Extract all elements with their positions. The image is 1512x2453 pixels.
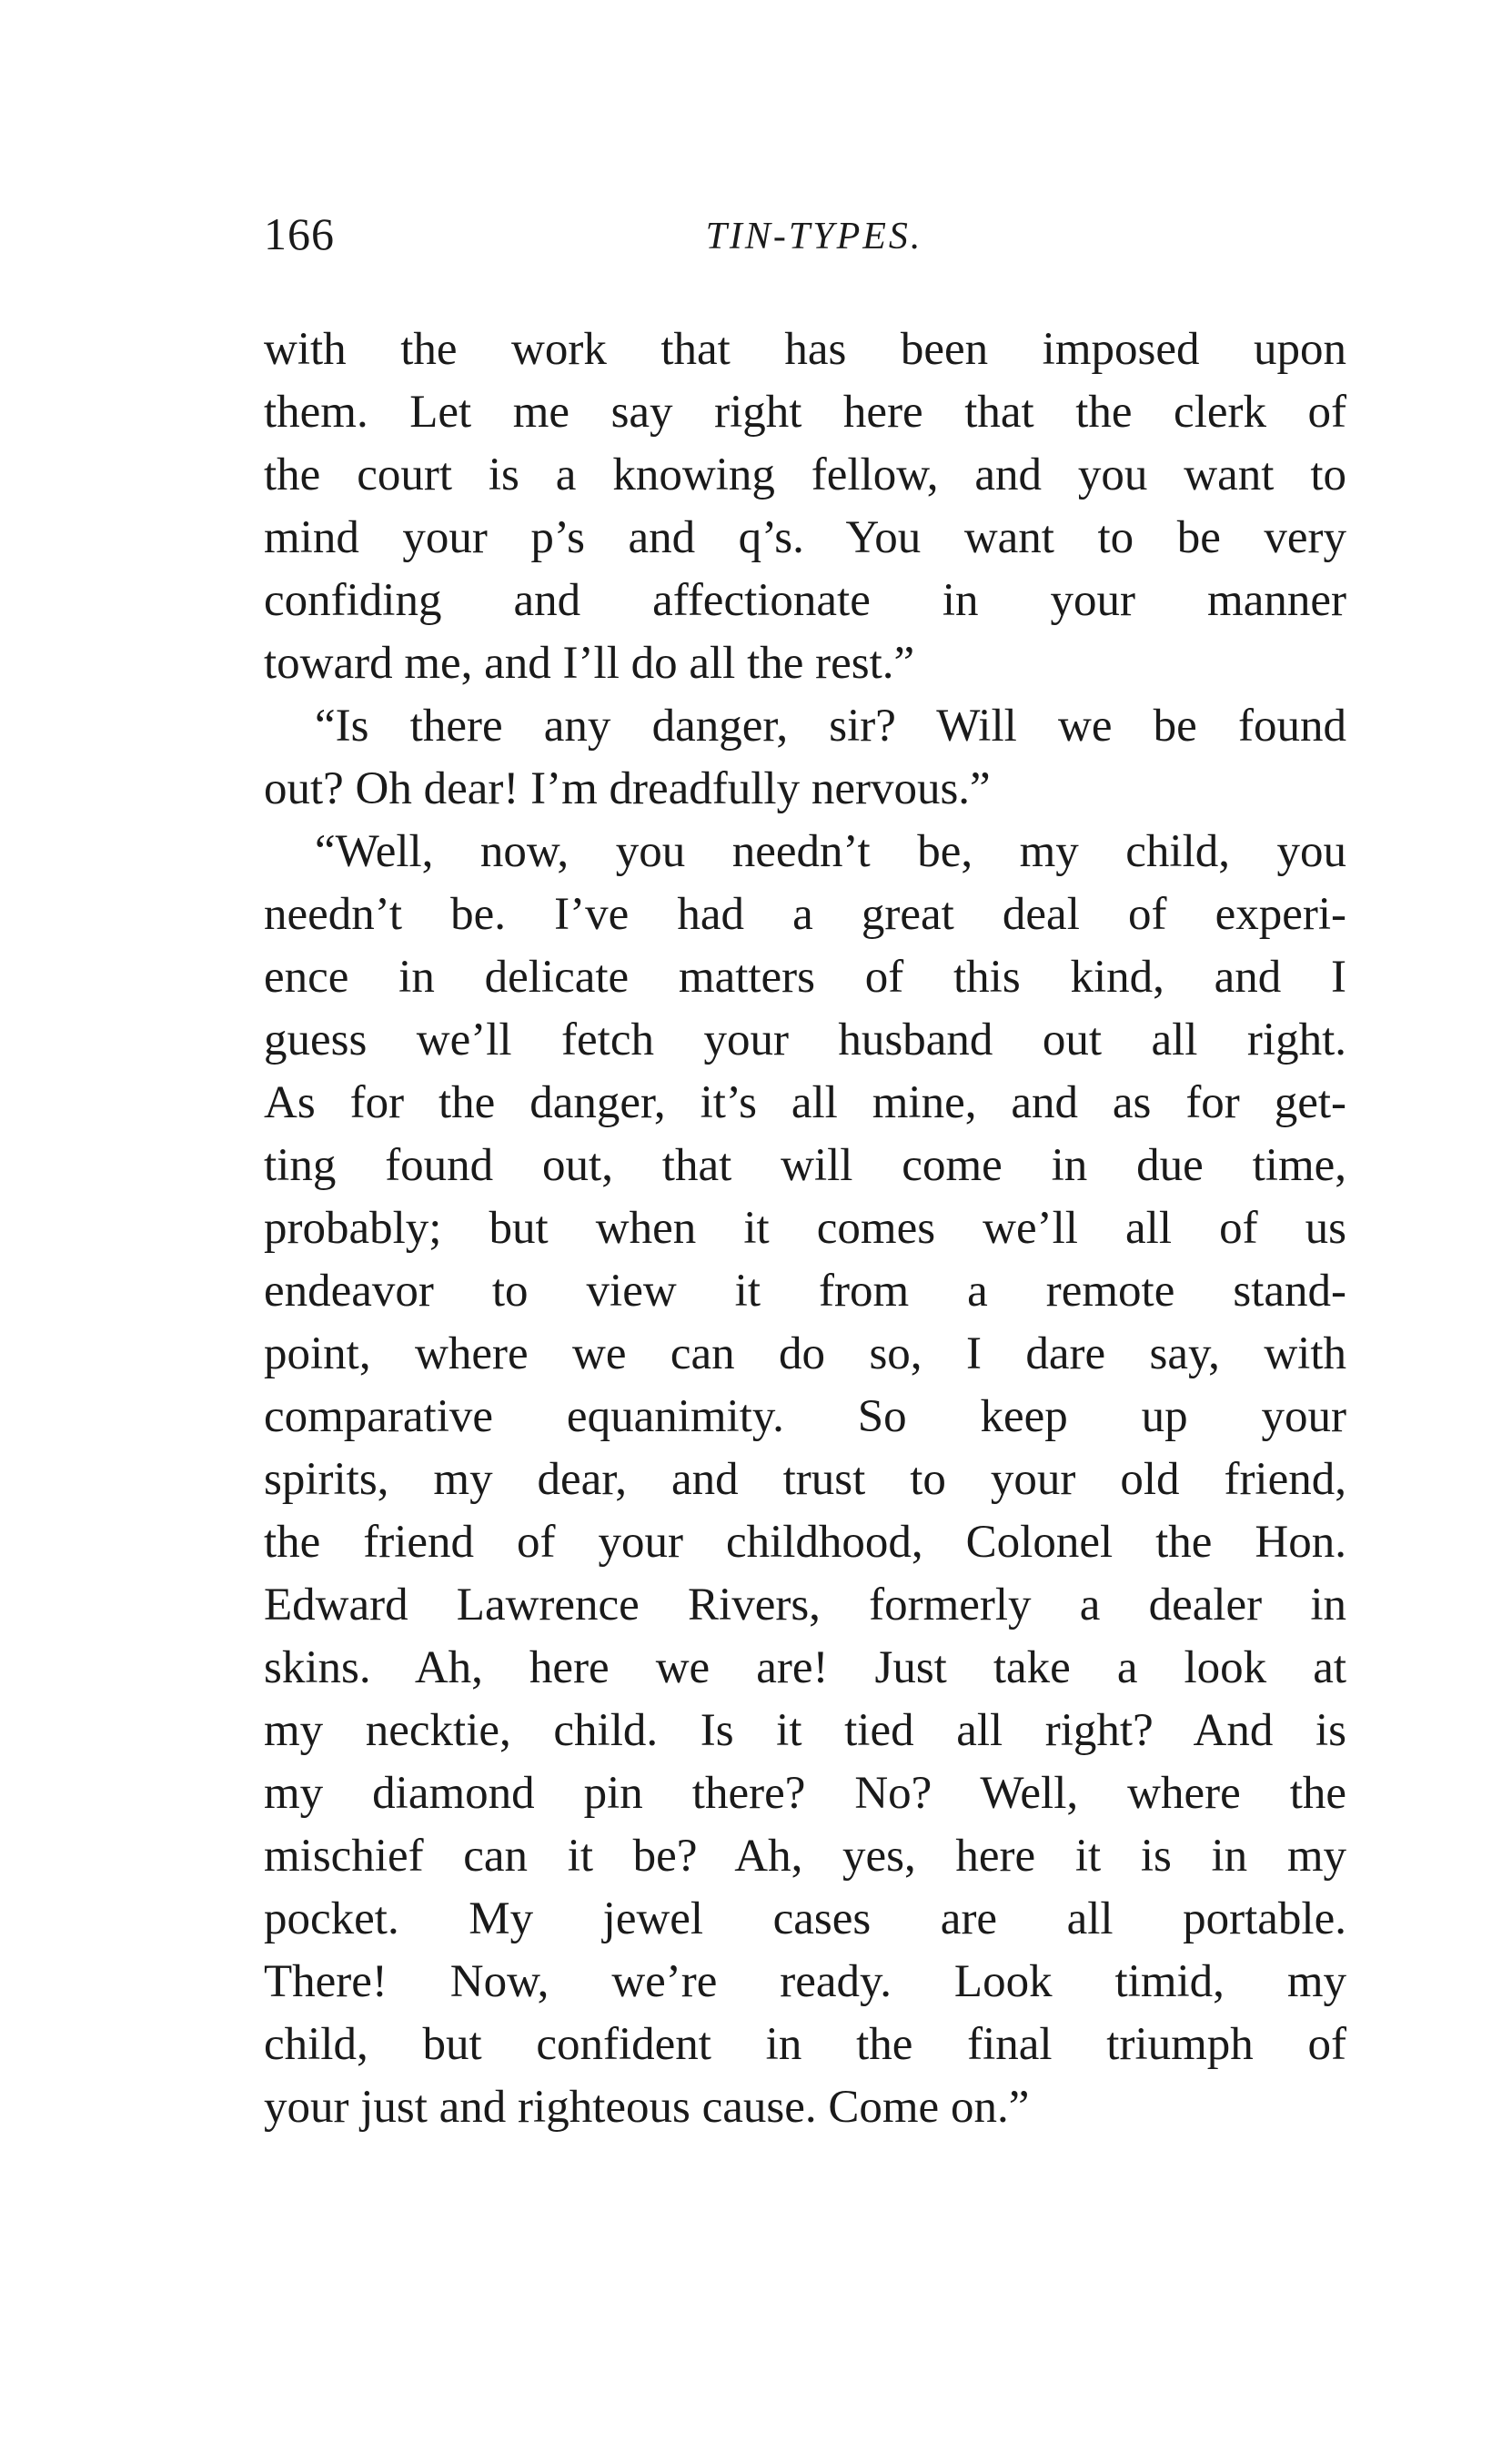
- text-line: child, but confident in the final triumph of: [264, 2019, 1346, 2070]
- text-line: with the work that has been imposed upon: [264, 324, 1346, 375]
- text-line: ting found out, that will come in due time,: [264, 1140, 1346, 1191]
- text-line: confiding and affectionate in your manner: [264, 575, 1346, 626]
- text-line: probably; but when it comes we’ll all of us: [264, 1203, 1346, 1254]
- text-line: There! Now, we’re ready. Look timid, my: [264, 1956, 1346, 2007]
- text-line: spirits, my dear, and trust to your old friend,: [264, 1454, 1346, 1505]
- text-line: As for the danger, it’s all mine, and as for get-: [264, 1077, 1346, 1128]
- text-line: guess we’ll fetch your husband out all right.: [264, 1015, 1346, 1065]
- text-line: needn’t be. I’ve had a great deal of experi-: [264, 889, 1346, 940]
- text-line: “Is there any danger, sir? Will we be found: [315, 701, 1346, 752]
- text-line: pocket. My jewel cases are all portable.: [264, 1893, 1346, 1944]
- text-line: point, where we can do so, I dare say, with: [264, 1328, 1346, 1379]
- text-line: the friend of your childhood, Colonel the Hon.: [264, 1517, 1346, 1568]
- text-line: out? Oh dear! I’m dreadfully nervous.”: [264, 763, 991, 814]
- text-line: Edward Lawrence Rivers, formerly a dealer in: [264, 1580, 1346, 1630]
- text-line: mischief can it be? Ah, yes, here it is in my: [264, 1831, 1346, 1882]
- text-line: endeavor to view it from a remote stand-: [264, 1266, 1346, 1317]
- page-header: [264, 207, 1346, 273]
- text-line: comparative equanimity. So keep up your: [264, 1391, 1346, 1442]
- body-text: [264, 318, 1346, 2139]
- text-line: my diamond pin there? No? Well, where the: [264, 1768, 1346, 1819]
- text-line: toward me, and I’ll do all the rest.”: [264, 638, 915, 689]
- page-number: 166: [264, 208, 335, 259]
- text-line: them. Let me say right here that the clerk of: [264, 387, 1346, 438]
- text-line: your just and righteous cause. Come on.”: [264, 2082, 1030, 2133]
- text-line: “Well, now, you needn’t be, my child, you: [315, 826, 1346, 877]
- text-line: the court is a knowing fellow, and you want to: [264, 449, 1346, 500]
- text-line: skins. Ah, here we are! Just take a look at: [264, 1642, 1346, 1693]
- text-line: mind your p’s and q’s. You want to be very: [264, 512, 1346, 563]
- text-line: ence in delicate matters of this kind, and I: [264, 952, 1346, 1003]
- running-title: TIN-TYPES.: [705, 216, 923, 257]
- text-line: my necktie, child. Is it tied all right? And is: [264, 1705, 1346, 1756]
